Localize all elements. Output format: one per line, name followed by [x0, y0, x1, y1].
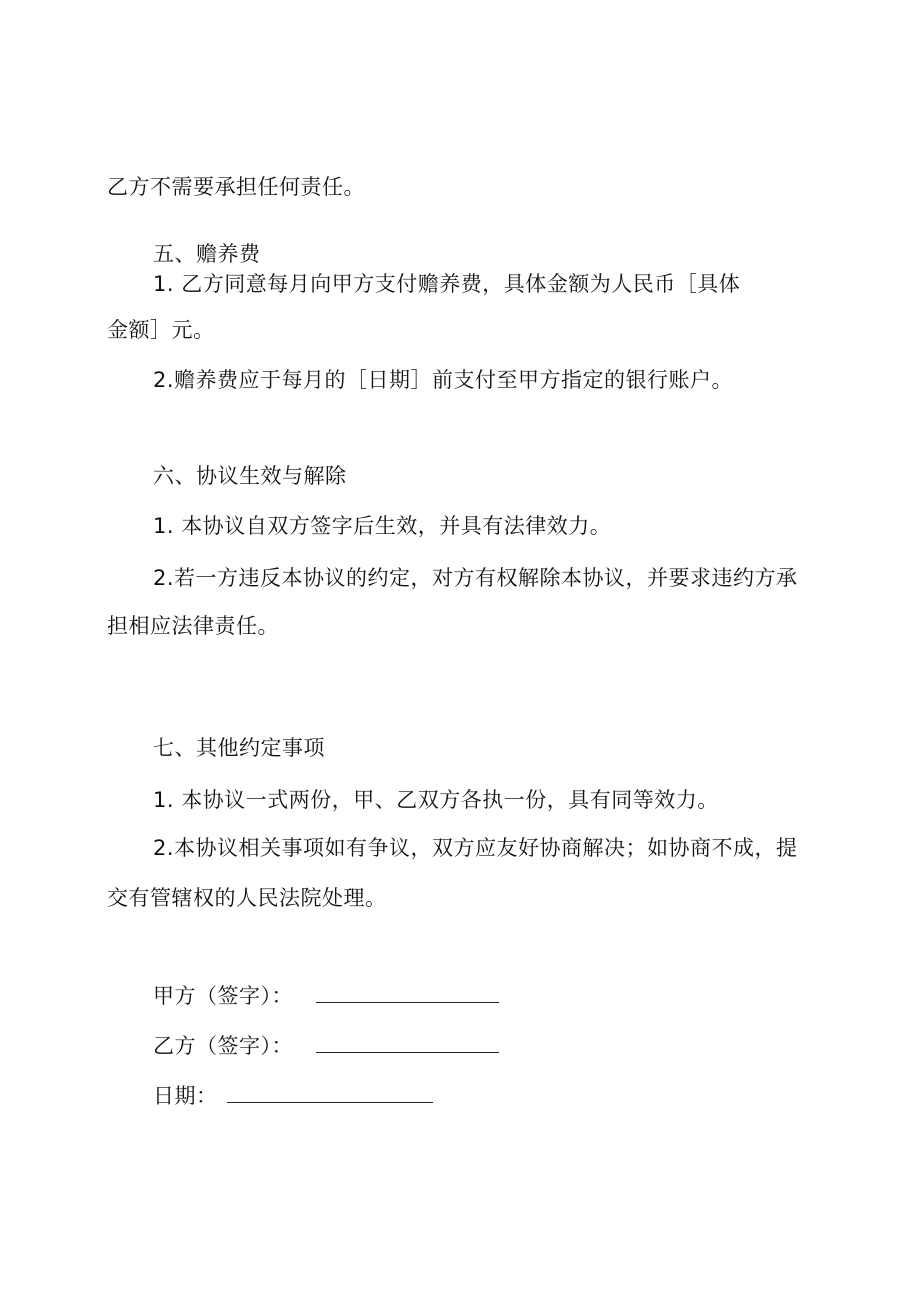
clause-text: 担相应法律责任。 [107, 614, 279, 638]
section-heading-alimony: 五、赡养费 [153, 242, 261, 266]
clause-text: 1. 本协议自双方签字后生效，并具有法律效力。 [153, 514, 612, 538]
signature-party-b [153, 1032, 499, 1060]
signature-party-a-blank [316, 982, 499, 1003]
section-heading-effect-termination: 六、协议生效与解除 [153, 464, 347, 488]
signature-date-blank [227, 1082, 433, 1103]
intro-tail-text: 乙方不需要承担任何责任。 [107, 175, 365, 199]
signature-party-b-label: 乙方（签字）： [153, 1034, 293, 1058]
clause-text: 2.本协议相关事项如有争议，双方应友好协商解决；如协商不成，提 [153, 836, 798, 860]
signature-party-a [153, 982, 499, 1010]
clause-text: 2.赡养费应于每月的［日期］前支付至甲方指定的银行账户。 [153, 368, 734, 392]
clause-text: 1. 乙方同意每月向甲方支付赡养费，具体金额为人民币［具体 [153, 272, 741, 296]
clause-text: 2.若一方违反本协议的约定，对方有权解除本协议，并要求违约方承 [153, 566, 798, 590]
clause-text: 交有管辖权的人民法院处理。 [107, 886, 387, 910]
signature-date-label: 日期： [153, 1084, 218, 1108]
signature-party-a-label: 甲方（签字）： [153, 984, 293, 1008]
clause-text: 1. 本协议一式两份，甲、乙双方各执一份，具有同等效力。 [153, 788, 719, 812]
signature-date [153, 1082, 433, 1110]
clause-text: 金额］元。 [107, 318, 215, 342]
section-heading-other-matters: 七、其他约定事项 [153, 736, 325, 760]
signature-party-b-blank [316, 1032, 499, 1053]
